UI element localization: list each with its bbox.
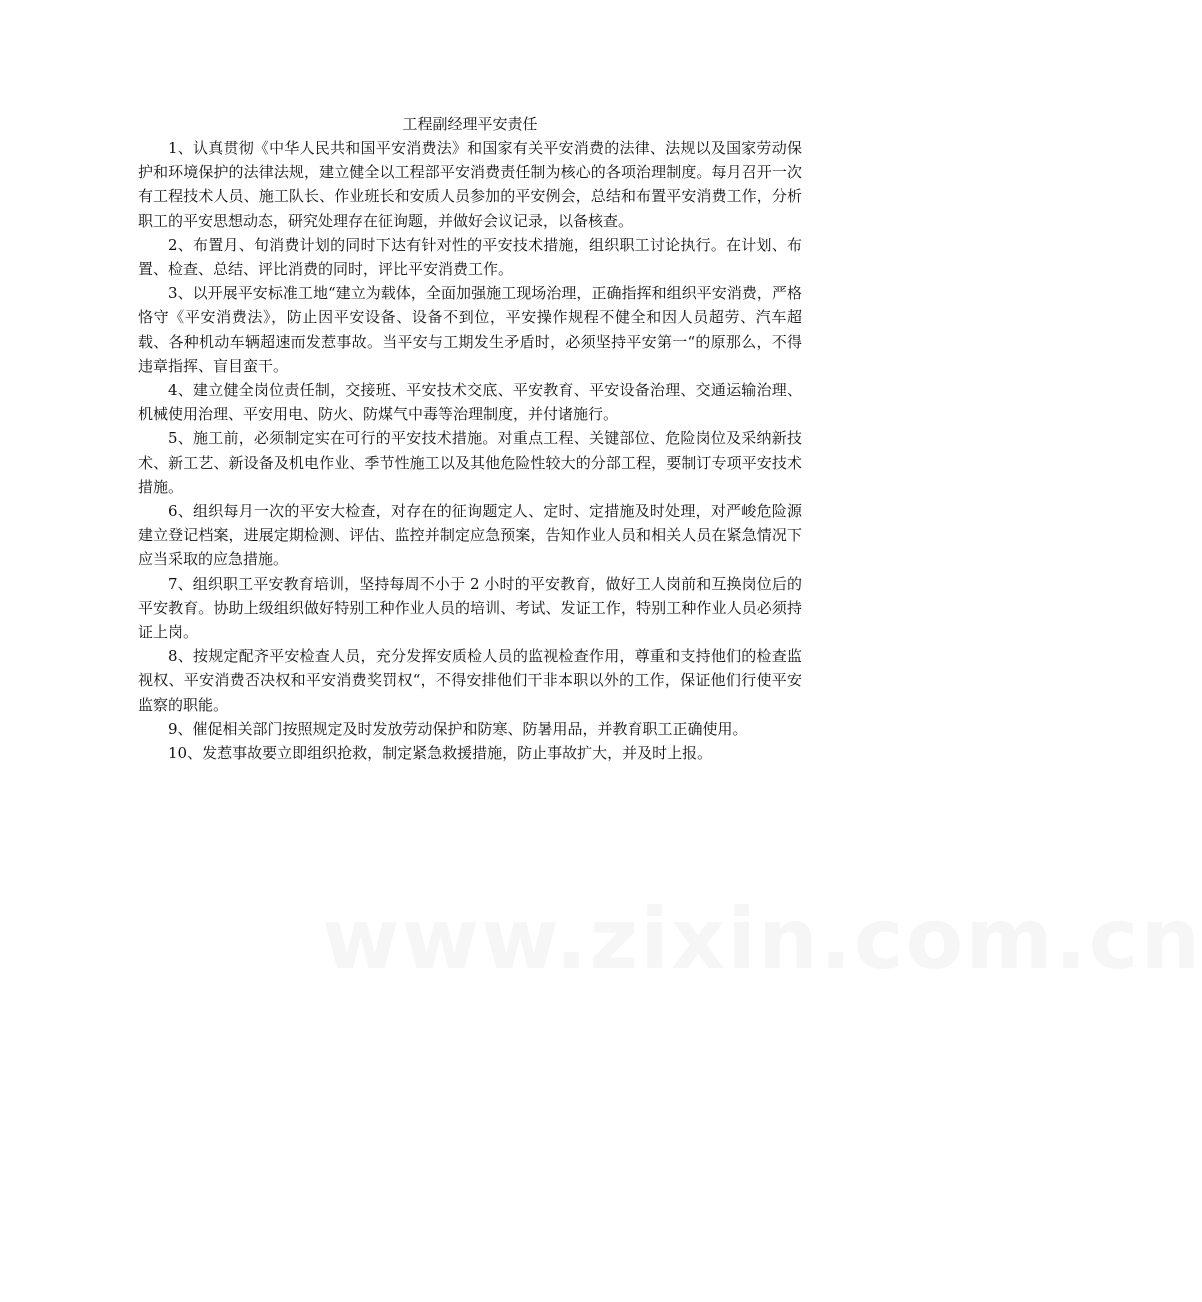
watermark: www.zixin.com.cn: [322, 890, 1202, 988]
paragraph-2: 2、布置月、旬消费计划的同时下达有针对性的平安技术措施，组织职工讨论执行。在计划、布置、检查、总结、评比消费的同时，评比平安消费工作。: [138, 235, 802, 279]
paragraph-6: 6、组织每月一次的平安大检查，对存在的征询题定人、定时、定措施及时处理，对严峻危险源建立登记档案，进展定期检测、评估、监控并制定应急预案，告知作业人员和相关人员在紧急情况下应当采取的应急措施。: [138, 502, 802, 569]
document-body: [138, 112, 802, 765]
paragraph-3: 3、以开展平安标准工地“建立为载体，全面加强施工现场治理，正确指挥和组织平安消费，严格恪守《平安消费法》，防止因平安设备、设备不到位，平安操作规程不健全和因人员超劳、汽车超载、各种机动车辆超速而发惹事故。当平安与工期发生矛盾时，必须坚持平安第一“的原那么，不得违章指挥、盲目蛮干。: [138, 284, 802, 375]
document-title: 工程副经理平安责任: [402, 115, 538, 133]
paragraph-10: 10、发惹事故要立即组织抢救，制定紧急救援措施，防止事故扩大，并及时上报。: [168, 744, 713, 763]
paragraph-8: 8、按规定配齐平安检查人员，充分发挥安质检人员的监视检查作用，尊重和支持他们的检查监视权、平安消费否决权和平安消费奖罚权“，不得安排他们干非本职以外的工作，保证他们行使平安监察的职能。: [138, 647, 802, 714]
paragraph-7: 7、组织职工平安教育培训，坚持每周不小于 2 小时的平安教育，做好工人岗前和互换岗位后的平安教育。协助上级组织做好特别工种作业人员的培训、考试、发证工作，特别工种作业人员必须持证上岗。: [138, 574, 802, 642]
paragraph-9: 9、催促相关部门按照规定及时发放劳动保护和防寒、防暑用品，并教育职工正确使用。: [168, 719, 748, 738]
paragraph-5: 5、施工前，必须制定实在可行的平安技术措施。对重点工程、关键部位、危险岗位及采纳新技术、新工艺、新设备及机电作业、季节性施工以及其他危险性较大的分部工程，要制订专项平安技术措施。: [138, 429, 802, 496]
paragraph-1: 1、认真贯彻《中华人民共和国平安消费法》和国家有关平安消费的法律、法规以及国家劳动保护和环境保护的法律法规，建立健全以工程部平安消费责任制为核心的各项治理制度。每月召开一次有工程技术人员、施工队长、作业班长和安质人员参加的平安例会，总结和布置平安消费工作，分析职工的平安思想动态，研究处理存在征询题，并做好会议记录，以备核查。: [138, 139, 802, 230]
paragraph-4: 4、建立健全岗位责任制，交接班、平安技术交底、平安教育、平安设备治理、交通运输治理、机械使用治理、平安用电、防火、防煤气中毒等治理制度，并付诸施行。: [138, 381, 802, 424]
